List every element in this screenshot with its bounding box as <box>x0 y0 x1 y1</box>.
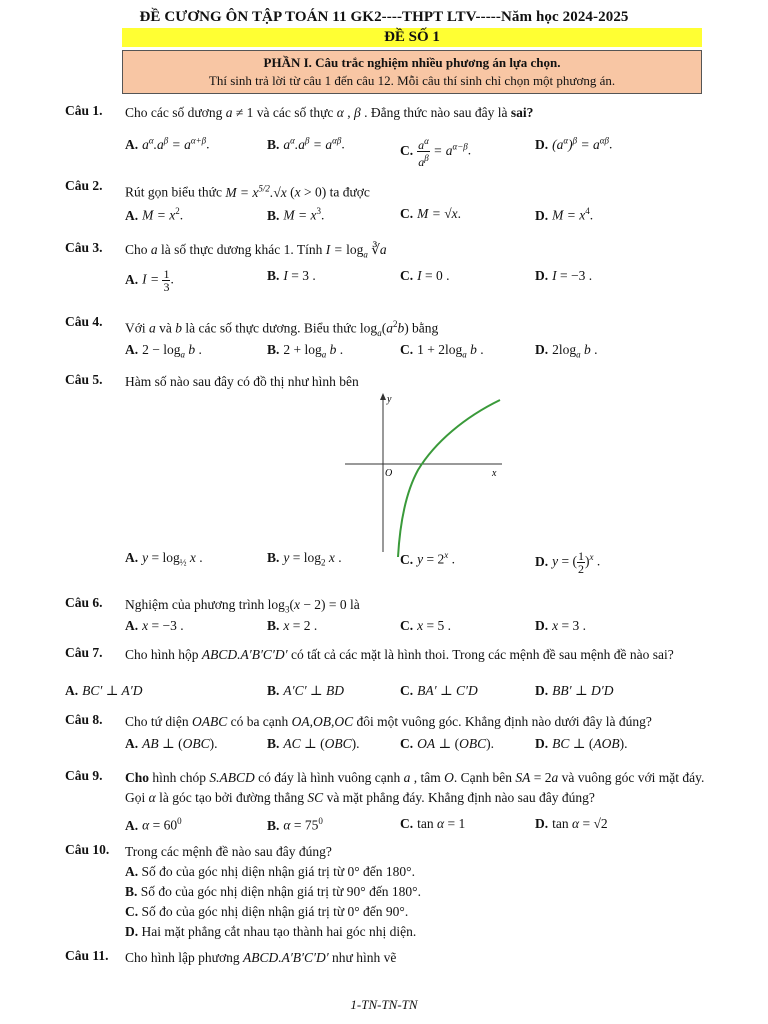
question-number: Câu 3. <box>65 240 103 255</box>
x-axis-label: x <box>492 468 497 479</box>
question-number: Câu 5. <box>65 372 103 387</box>
question-text: Cho các số dương a ≠ 1 và các số thực α , β . Đẳng thức nào sau đây là sai? <box>125 105 534 120</box>
document-title: ĐỀ CƯƠNG ÔN TẬP TOÁN 11 GK2----THPT LTV-----Năm học 2024-2025 <box>139 9 629 25</box>
question-text: Hàm số nào sau đây có đồ thị như hình bên <box>125 374 359 389</box>
option-c[interactable]: C. $1 + 2\log_a$ b . <box>400 342 484 360</box>
option-d[interactable]: D. BB′ ⊥ D′D <box>535 683 614 698</box>
question-text: Cho tứ diện OABC có ba cạnh OA,OB,OC đôi một vuông góc. Khẳng định nào dưới đây là đúng? <box>125 714 652 729</box>
options <box>65 683 705 705</box>
curve <box>398 400 500 557</box>
option-a[interactable]: A. $2 - \log_a b$ . <box>125 342 202 360</box>
option-c[interactable]: C. Số đo của góc nhị diện nhận giá trị từ 0° đến 90°. <box>125 904 409 919</box>
option-d[interactable]: D. x = 3 . <box>535 618 586 633</box>
options <box>125 206 705 228</box>
y-axis-label: y <box>387 394 392 405</box>
part-description: Thí sinh trả lời từ câu 1 đến câu 12. Mỗi câu thí sinh chỉ chọn một phương án. <box>208 73 616 88</box>
option-d[interactable]: D. BC ⊥ (AOB). <box>535 736 628 751</box>
option-c[interactable]: C. $y = 2^x$ . <box>400 550 455 567</box>
question-number: Câu 6. <box>65 595 103 610</box>
options <box>125 267 705 294</box>
options <box>125 862 705 942</box>
function-graph <box>340 392 505 557</box>
question-text: Cho hình chóp S.ABCD có đáy là hình vuông cạnh a , tâm O. Cạnh bên SA = 2a và vuông góc với mặt đáy. Gọi α là góc tạo bởi đường thẳng SC và mặt phẳng đáy. Khẳng định nào sau đây đúng? <box>125 770 705 805</box>
option-a[interactable]: A. $a^\alpha.a^\beta = a^{\alpha+\beta}$. <box>125 135 210 152</box>
options <box>125 135 705 169</box>
option-c[interactable]: C. tan α = 1 <box>400 816 466 831</box>
y-axis-arrow <box>380 393 386 400</box>
option-b[interactable]: B. $y = \log_2 x$ . <box>267 550 342 568</box>
option-d[interactable]: D. tan α = √2 <box>535 816 608 831</box>
option-a[interactable]: A. $M = x^2$. <box>125 206 184 223</box>
question-text: Trong các mệnh đề nào sau đây đúng? <box>125 844 332 859</box>
option-a[interactable]: A. $\alpha = 60^0$ <box>125 816 182 833</box>
part-header <box>122 50 702 94</box>
page-footer: 1-TN-TN-TN <box>350 997 418 1012</box>
option-b[interactable]: B. I = 3 . <box>267 268 316 283</box>
options <box>125 816 705 838</box>
option-b[interactable]: B. $a^\alpha.a^\beta = a^{\alpha\beta}$. <box>267 135 345 152</box>
option-d[interactable]: D. I = −3 . <box>535 268 593 283</box>
options <box>125 342 705 364</box>
option-d[interactable]: D. $2\log_a$ b . <box>535 342 598 360</box>
option-d[interactable]: D. $M = x^4$. <box>535 206 594 223</box>
question-number: Câu 1. <box>65 103 103 118</box>
option-d[interactable]: D. y = ( $\frac{1}{2}$ )$^x$ . <box>535 549 601 576</box>
option-b[interactable]: B. AC ⊥ (OBC). <box>267 736 360 751</box>
question-text: Cho hình hộp ABCD.A′B′C′D′ có tất cả các mặt là hình thoi. Trong các mệnh đề sau mệnh đề nào sai? <box>125 647 674 662</box>
question-text: Rút gọn biểu thức $M = x^{5/2}.√x$ (x > 0) ta được <box>125 183 370 200</box>
origin-label: O <box>385 468 393 479</box>
option-b[interactable]: B. $2 + \log_a b$ . <box>267 342 344 360</box>
options <box>125 736 705 758</box>
question-number: Câu 7. <box>65 645 103 660</box>
question-text: Cho a là số thực dương khác 1. Tính $I = \log_a$ ∛a <box>125 242 387 260</box>
question-number: Câu 2. <box>65 178 103 193</box>
option-c[interactable]: C. M = √x. <box>400 206 462 221</box>
question-text: Cho hình lập phương ABCD.A′B′C′D′ như hình vẽ <box>125 950 397 965</box>
option-a[interactable]: A. $y = \log_{\frac{1}{2}} x$ . <box>125 550 203 568</box>
option-a[interactable]: A. x = −3 . <box>125 618 184 633</box>
question-number: Câu 11. <box>65 948 109 963</box>
option-c[interactable]: C. OA ⊥ (OBC). <box>400 736 494 751</box>
option-c[interactable]: C. x = 5 . <box>400 618 451 633</box>
option-b[interactable]: B. $M = x^3$. <box>267 206 325 223</box>
question-text: Với a và b là các số thực dương. Biểu thức $\log_a(a^2b)$ bằng <box>125 319 439 339</box>
question-number: Câu 8. <box>65 712 103 727</box>
option-b[interactable]: B. Số đo của góc nhị diện nhận giá trị từ 90° đến 180°. <box>125 884 421 899</box>
option-d[interactable]: D. $(a^\alpha)^\beta = a^{\alpha\beta}$. <box>535 135 613 152</box>
option-a[interactable]: A. Số đo của góc nhị diện nhận giá trị từ 0° đến 180°. <box>125 864 415 879</box>
exam-number-banner: ĐỀ SỐ 1 <box>122 28 702 47</box>
question-number: Câu 9. <box>65 768 103 783</box>
option-b[interactable]: B. $\alpha = 75^0$ <box>267 816 323 833</box>
option-c[interactable]: C. BA′ ⊥ C′D <box>400 683 478 698</box>
option-a[interactable]: A. AB ⊥ (OBC). <box>125 736 218 751</box>
option-d[interactable]: D. Hai mặt phẳng cắt nhau tạo thành hai góc nhị diện. <box>125 924 417 939</box>
part-title: PHẦN I. Câu trắc nghiệm nhiều phương án lựa chọn. <box>263 55 561 70</box>
option-c[interactable]: C. $\frac{a^\alpha}{a^\beta}$ = $a^{\alpha-\beta}$. <box>400 136 472 169</box>
option-c[interactable]: C. I = 0 . <box>400 268 450 283</box>
question-text: Nghiệm của phương trình $\log_3(x - 2) = 0$ là <box>125 597 360 615</box>
option-a[interactable]: A. I = $\frac{1}{3}$ . <box>125 267 174 294</box>
question-number: Câu 4. <box>65 314 103 329</box>
option-b[interactable]: B. A′C′ ⊥ BD <box>267 683 344 698</box>
option-b[interactable]: B. x = 2 . <box>267 618 318 633</box>
options <box>125 618 705 640</box>
option-a[interactable]: A. BC′ ⊥ A′D <box>65 683 143 698</box>
question-number: Câu 10. <box>65 842 110 857</box>
